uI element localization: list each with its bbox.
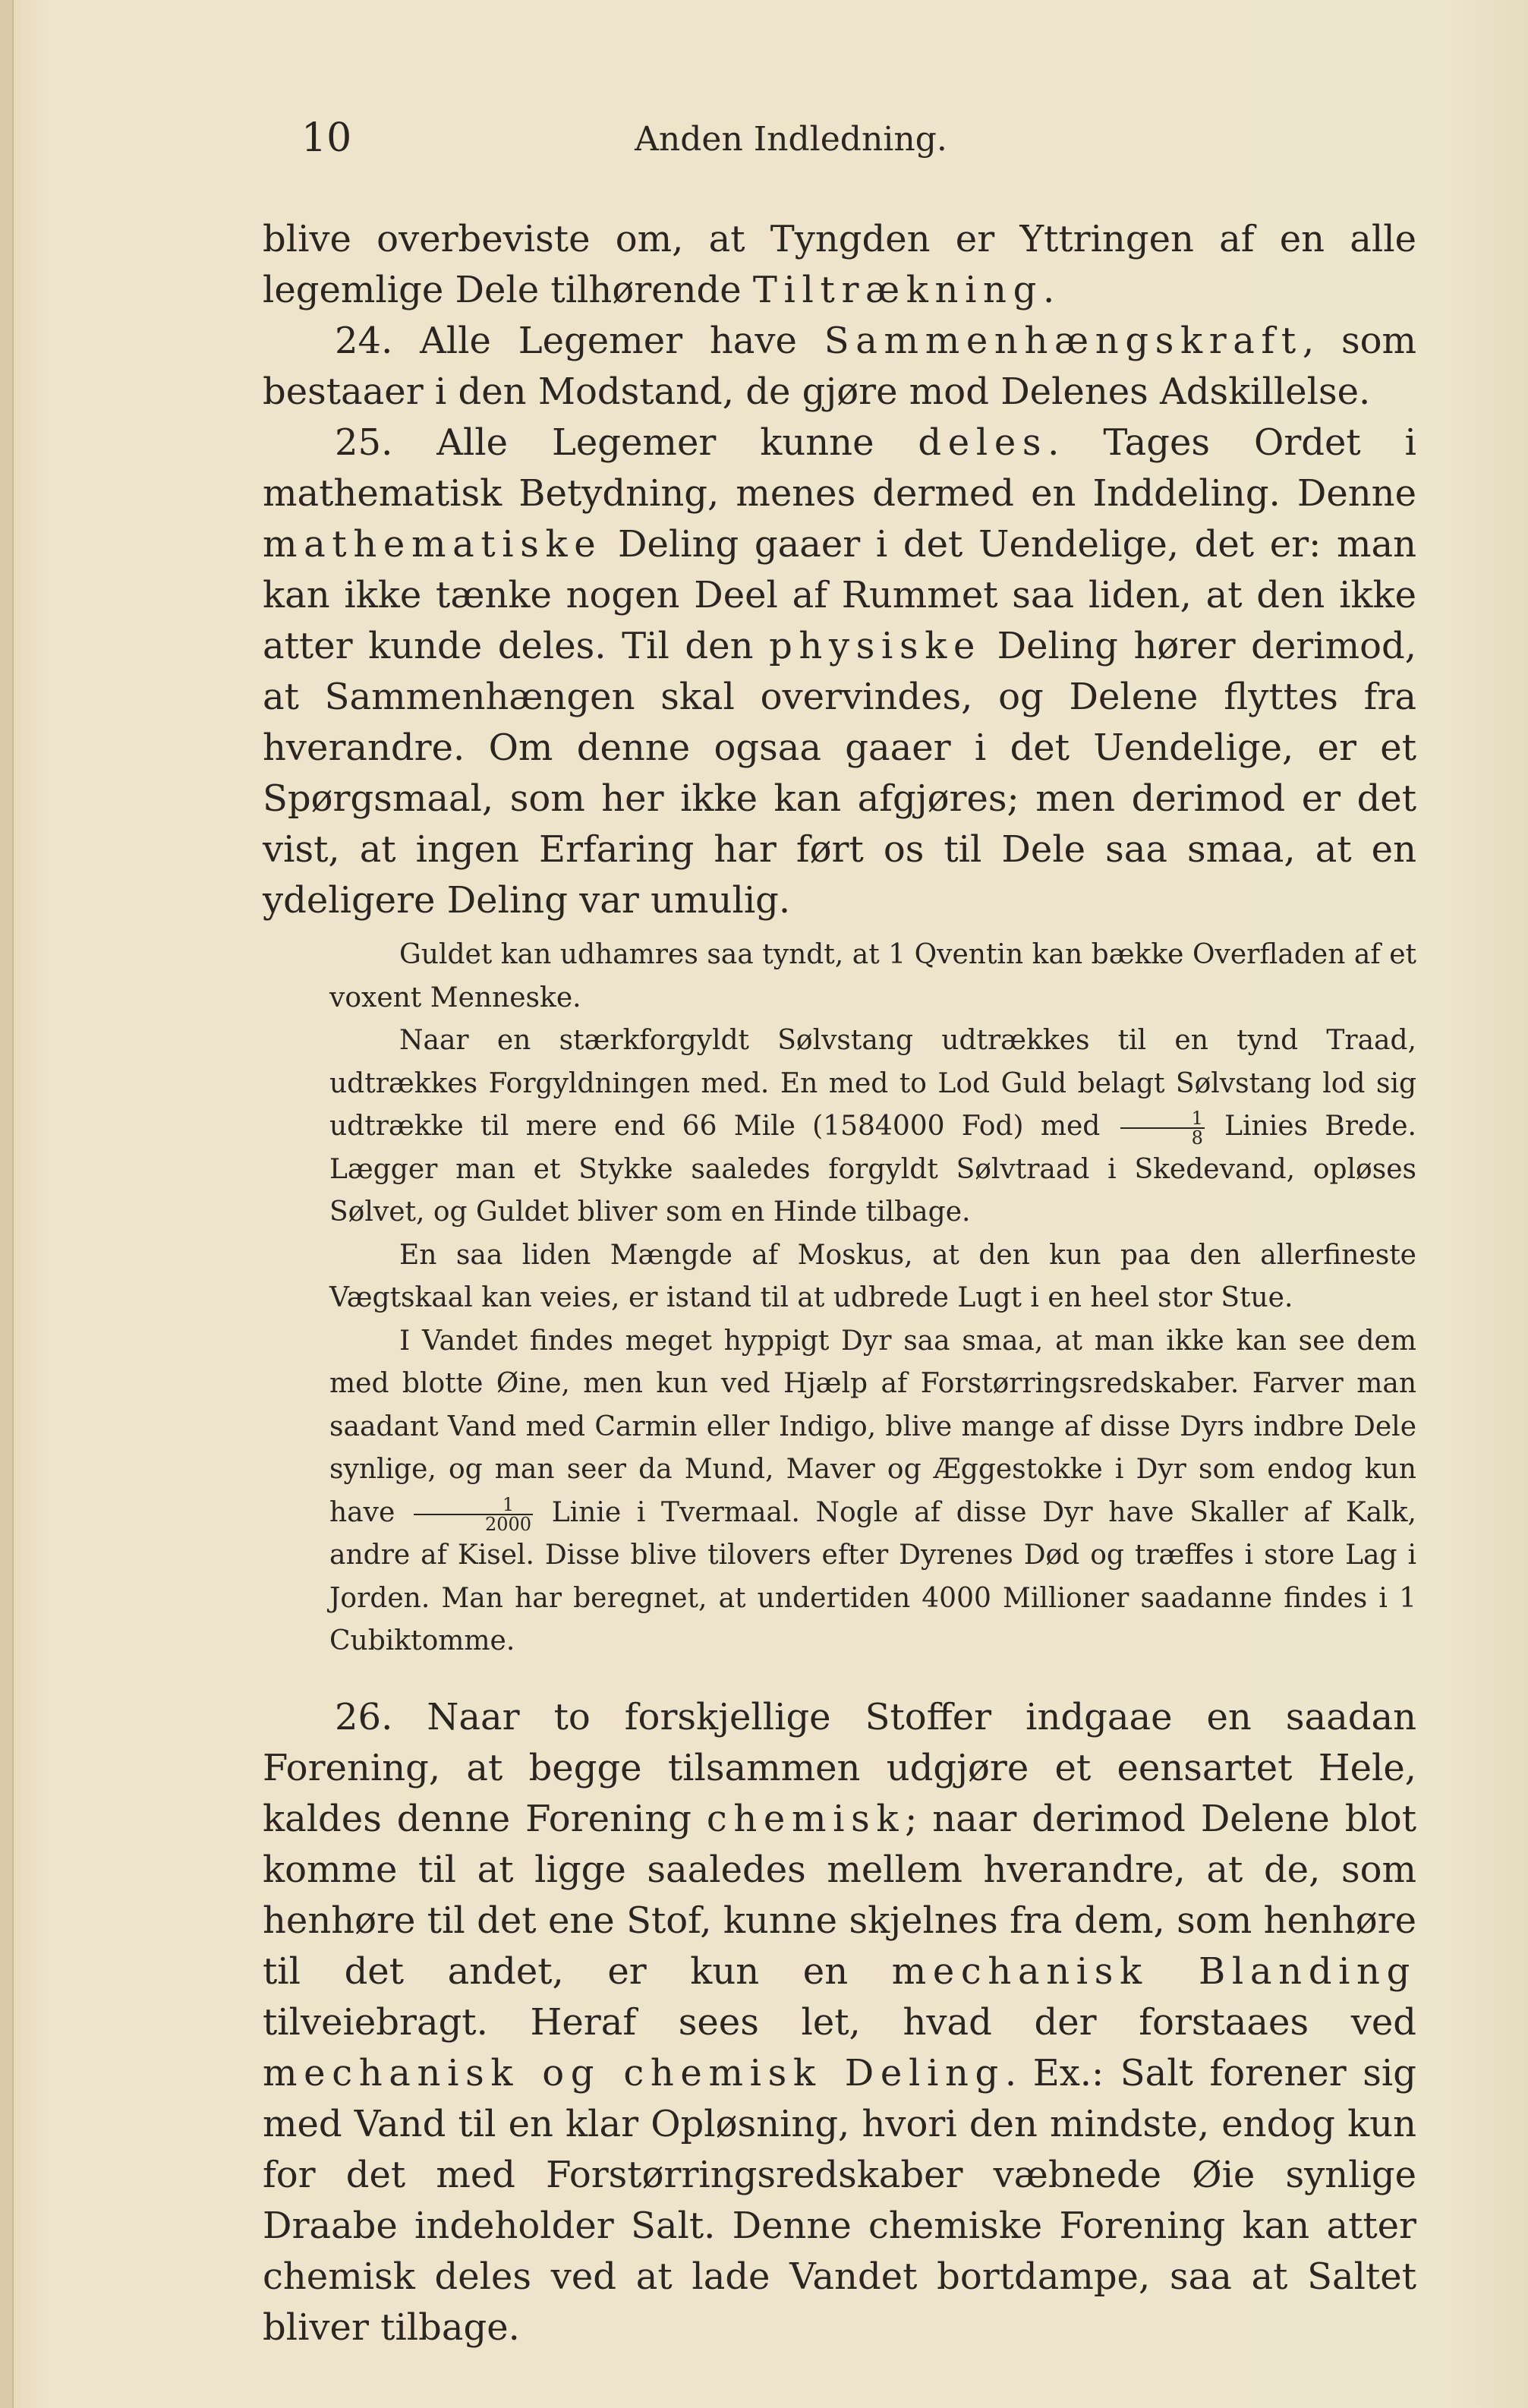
- page-header: [301, 115, 1281, 169]
- term-tiltraekning: Tiltrækning: [752, 269, 1043, 311]
- term-chemisk: chemisk: [706, 1797, 906, 1840]
- term-mechanisk-og-chemisk-deling: mechanisk og chemisk Deling: [263, 2051, 1005, 2094]
- example-dyr-i-vandet: I Vandet findes meget hyppigt Dyr saa smaa, at man ikke kan see dem med blotte Øine, men kun ved Hjælp af Forstørringsredskaber. Farver man saadant Vand med Carmin eller Indigo, blive mange af disse Dyrs indbre Dele synlige, og man seer da Mund, Maver og Æggestokke i Dyr som endog kun have $\frac{1}{2000}$ Linie i Tvermaal. Nogle af disse Dyr have Skaller af Kalk, andre af Kisel. Disse blive tilovers efter Dyrenes Død og træffes i store Lag i Jorden. Man har beregnet, at undertiden 4000 Millioner saadanne findes i 1 Cubiktomme.: [329, 1325, 1416, 1656]
- paragraph-23-continued: blive overbeviste om, at Tyngden er Yttringen af en alle legemlige Dele tilhørende Tiltrækning.: [263, 218, 1416, 311]
- term-physiske: physiske: [769, 625, 982, 667]
- page-body: [263, 214, 1416, 2353]
- page-number: 10: [301, 115, 352, 161]
- example-guld: Guldet kan udhamres saa tyndt, at 1 Qventin kan bække Overfladen af et voxent Menneske.: [329, 939, 1416, 1013]
- example-forgyldt-solvstang: Naar en stærkforgyldt Sølvstang udtrækkes til en tynd Traad, udtrækkes Forgyldningen med. En med to Lod Guld belagt Sølvstang lod sig udtrække til mere end 66 Mile (1584000 Fod) med $\frac{1}{8}$ Linies Brede. Lægger man et Stykke saaledes forgyldt Sølvtraad i Skedevand, opløses Sølvet, og Guldet bliver som en Hinde tilbage.: [329, 1025, 1417, 1228]
- term-deles: deles: [918, 421, 1048, 464]
- page-gutter: [0, 0, 14, 2408]
- section-number: 25.: [335, 421, 393, 464]
- section-number: 24.: [335, 320, 393, 362]
- term-sammenhaengskraft: Sammenhængskraft: [824, 320, 1303, 362]
- paragraph-24: 24. Alle Legemer have Sammenhængskraft, som bestaaer i den Modstand, de gjøre mod Delenes Adskillelse.: [263, 320, 1417, 413]
- example-moskus: En saa liden Mængde af Moskus, at den kun paa den allerfineste Vægtskaal kan veies, er istand til at udbrede Lugt i en heel stor Stue.: [329, 1239, 1416, 1313]
- fraction: $\frac{1}{2000}$: [414, 1496, 533, 1533]
- running-title: Anden Indledning.: [635, 120, 947, 159]
- small-print-examples: [263, 934, 1416, 1663]
- section-number: 26.: [335, 1695, 393, 1738]
- term-mechanisk-blanding: mechanisk Blanding: [891, 1949, 1416, 1993]
- paragraph-26: 26. Naar to forskjellige Stoffer indgaae en saadan Forening, at begge tilsammen udgjøre et eensartet Hele, kaldes denne Forening chemisk; naar derimod Delene blot komme til at ligge saaledes mellem hverandre, at de, som henhøre til det ene Stof, kunne skjelnes fra dem, som henhøre til det andet, er kun en mechanisk Blanding tilveiebragt. Heraf sees let, hvad der forstaaes ved mechanisk og chemisk Deling. Ex.: Salt forener sig med Vand til en klar Opløsning, hvori den mindste, endog kun for det med Forstørringsredskaber væbnede Øie synlige Draabe indeholder Salt. Denne chemiske Forening kan atter chemisk deles ved at lade Vandet bortdampe, saa at Saltet bliver tilbage.: [263, 1695, 1416, 2349]
- term-mathematiske: mathematiske: [263, 523, 603, 566]
- paragraph-25: 25. Alle Legemer kunne deles. Tages Ordet i mathematisk Betydning, menes dermed en Inddeling. Denne mathematiske Deling gaaer i det Uendelige, det er: man kan ikke tænke nogen Deel af Rummet saa liden, at den ikke atter kunde deles. Til den physiske Deling hører derimod, at Sammenhængen skal overvindes, og Delene flyttes fra hverandre. Om denne ogsaa gaaer i det Uendelige, er et Spørgsmaal, som her ikke kan afgjøres; men derimod er det vist, at ingen Erfaring har ført os til Dele saa smaa, at en ydeligere Deling var umulig.: [263, 421, 1416, 922]
- fraction: $\frac{1}{8}$: [1120, 1109, 1205, 1147]
